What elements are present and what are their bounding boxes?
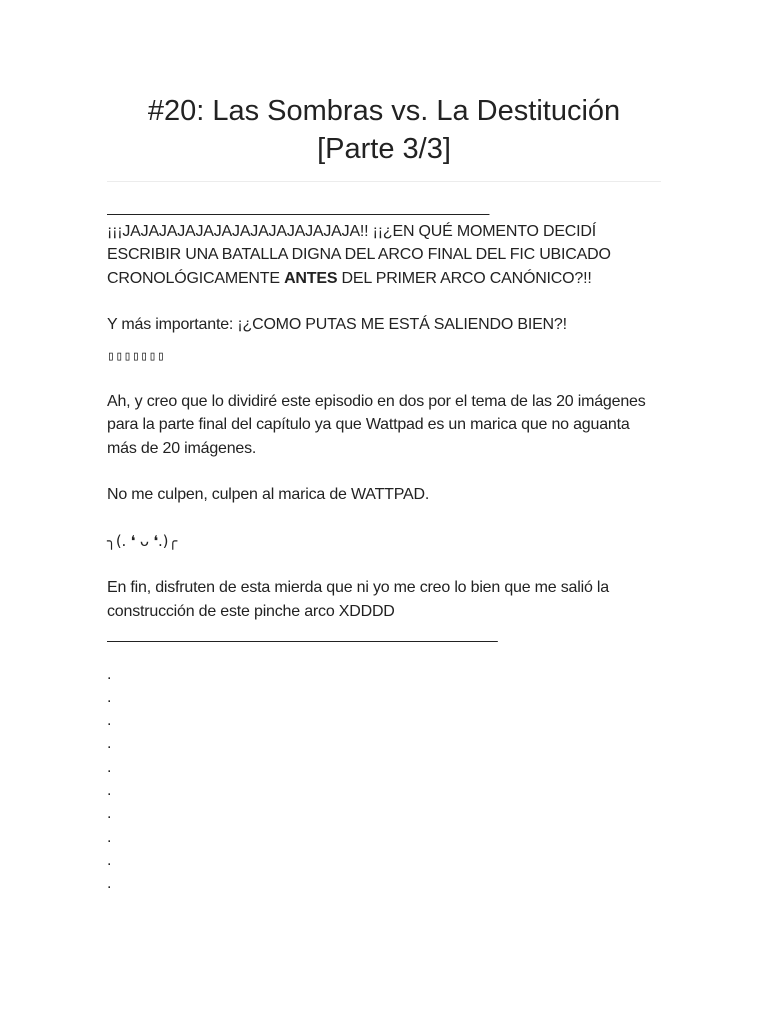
intro-paragraph xyxy=(107,220,661,291)
dot: . xyxy=(107,688,112,706)
emoji-row: ▯▯▯▯▯▯▯ xyxy=(107,348,166,364)
dot: . xyxy=(107,805,112,823)
top-rule: ______________________________________________ xyxy=(107,199,489,216)
dot: . xyxy=(107,735,112,753)
blame-paragraph: No me culpen, culpen al marica de WATTPAD. xyxy=(107,486,430,503)
bottom-rule: _______________________________________________ xyxy=(107,626,498,643)
title-divider xyxy=(107,181,661,182)
dot: . xyxy=(107,665,112,683)
dot: . xyxy=(107,875,112,893)
closing-paragraph: En fin, disfruten de esta mierda que ni yo me creo lo bien que me salió la construcción de este pinche arco XDDDD xyxy=(107,579,614,620)
kaomoji: ╮(. ❛ ᴗ ❛.)╭ xyxy=(107,531,178,550)
dot: . xyxy=(107,758,112,776)
split-note-paragraph: Ah, y creo que lo dividiré este episodio en dos por el tema de las 20 imágenes para la parte final del capítulo ya que Wattpad es un marica que no aguanta más de 20 imágenes. xyxy=(107,392,650,457)
dot: . xyxy=(107,781,112,799)
dot: . xyxy=(107,828,112,846)
dot: . xyxy=(107,851,112,869)
important-paragraph: Y más importante: ¡¿COMO PUTAS ME ESTÁ SALIENDO BIEN?! xyxy=(107,316,567,333)
chapter-body xyxy=(107,196,661,895)
intro-text-1: ¡¡¡JAJAJAJAJAJAJAJAJAJAJAJAJA!! ¡¡¿EN QUÉ MOMENTO DECIDÍ ESCRIBIR UNA BATALLA DIGNA DEL ARCO FINAL DEL FIC UBICADO CRONOLÓGICAMENTE xyxy=(107,222,615,287)
dot: . xyxy=(107,712,112,730)
chapter-title: #20: Las Sombras vs. La Destitución [Parte 3/3] xyxy=(147,95,621,165)
dot-separator xyxy=(107,663,661,896)
intro-bold-text: ANTES xyxy=(284,269,338,287)
intro-text-2: DEL PRIMER ARCO CANÓNICO?!! xyxy=(337,269,592,287)
